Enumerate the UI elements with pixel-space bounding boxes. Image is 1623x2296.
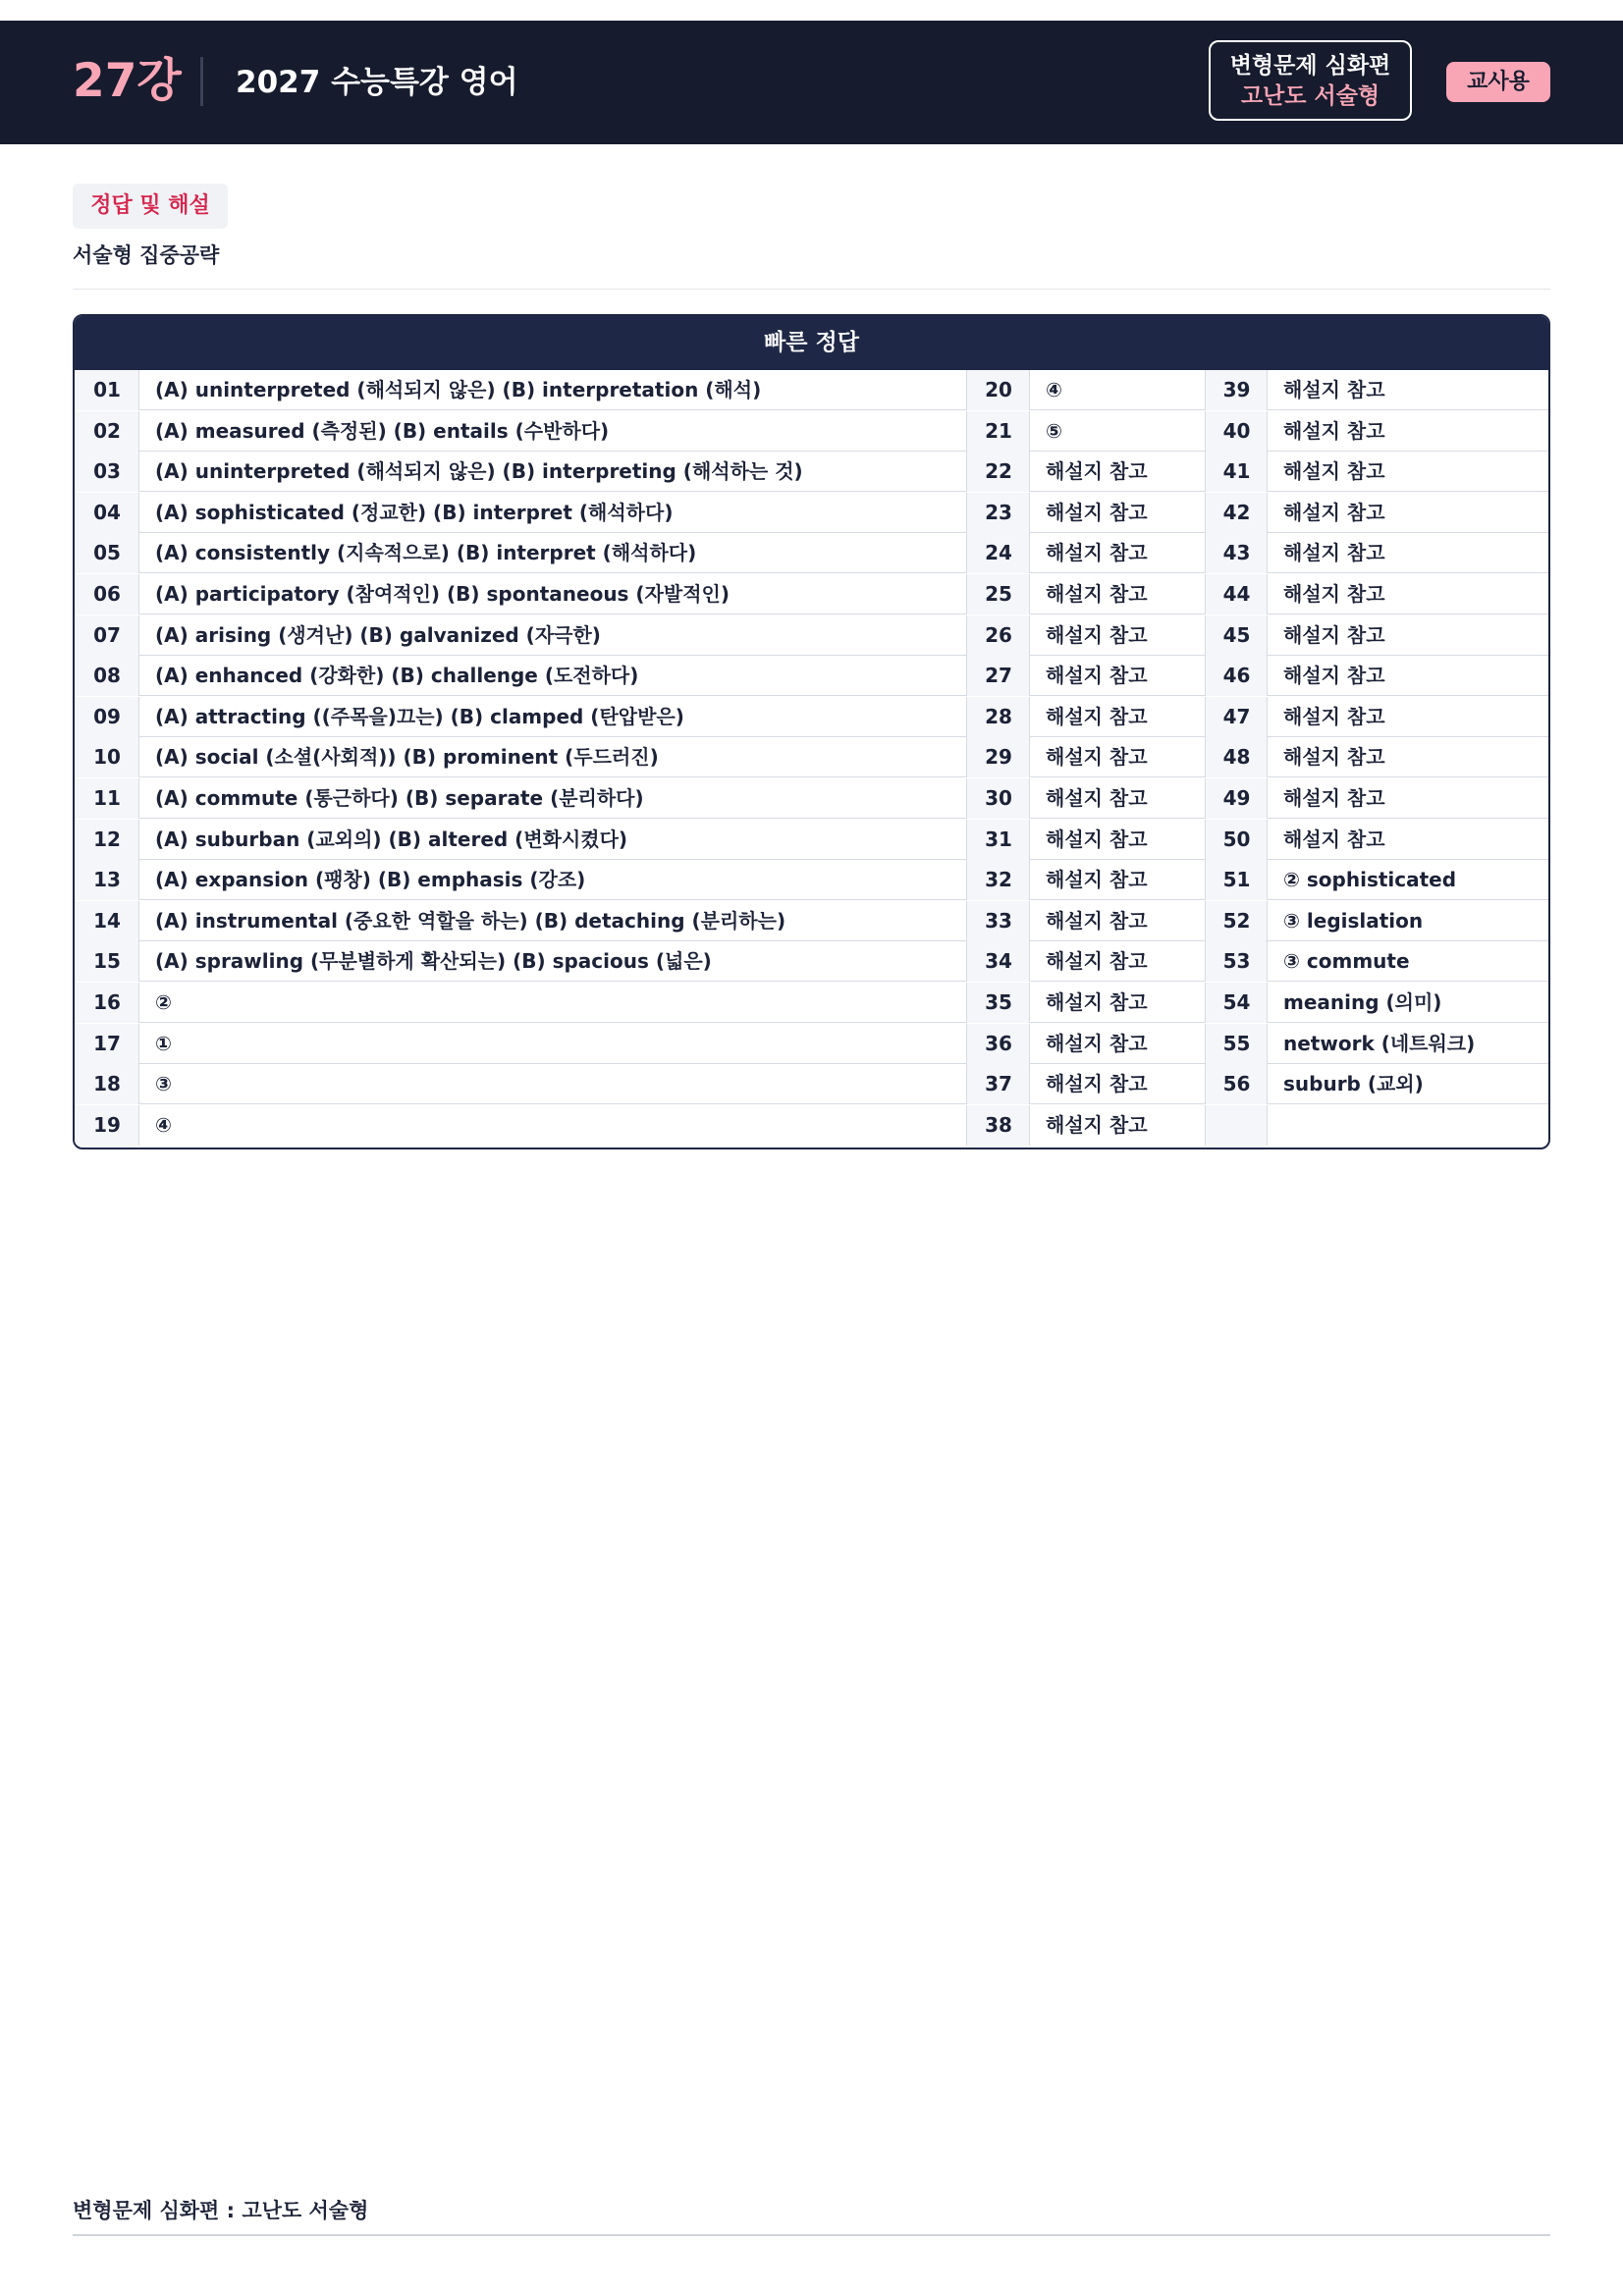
table-row xyxy=(75,778,1548,819)
answer-text: ④ xyxy=(1046,378,1062,401)
column-divider xyxy=(1267,983,1268,1023)
column-divider xyxy=(1029,983,1030,1023)
answer-text: (A) measured (측정된) (B) entails (수반하다) xyxy=(155,418,610,443)
question-number: 09 xyxy=(75,697,139,737)
answer-text: 해설지 참고 xyxy=(1283,541,1385,565)
answer-text: 해설지 참고 xyxy=(1283,582,1385,606)
table-row xyxy=(75,411,1548,452)
column-divider xyxy=(1029,901,1030,941)
answer-text: (A) attracting ((주목을)끄는) (B) clamped (탄압받은) xyxy=(155,704,684,728)
question-number: 42 xyxy=(1206,493,1268,533)
column-divider xyxy=(1267,452,1268,492)
column-divider xyxy=(138,411,139,452)
answer-text: 해설지 참고 xyxy=(1283,664,1385,688)
answer-text: 해설지 참고 xyxy=(1283,786,1385,810)
question-number: 56 xyxy=(1206,1064,1268,1104)
answer-text: 해설지 참고 xyxy=(1046,745,1148,770)
column-divider xyxy=(138,1105,139,1146)
column-divider xyxy=(138,452,139,492)
column-divider xyxy=(1267,778,1268,819)
question-number: 08 xyxy=(75,656,139,696)
column-divider xyxy=(1267,1024,1268,1064)
question-number: 43 xyxy=(1206,533,1268,573)
header-divider xyxy=(200,57,203,106)
question-number: 49 xyxy=(1206,778,1268,819)
answer-text: 해설지 참고 xyxy=(1046,908,1148,933)
answer-text: (A) consistently (지속적으로) (B) interpret (해석하다) xyxy=(155,541,697,565)
question-number: 02 xyxy=(75,411,139,452)
question-number: 36 xyxy=(967,1024,1030,1064)
question-number: 15 xyxy=(75,941,139,982)
column-divider xyxy=(1029,370,1030,410)
answer-text: (A) participatory (참여적인) (B) spontaneous (자발적인) xyxy=(155,582,730,606)
column-divider xyxy=(138,860,139,900)
answer-text: 해설지 참고 xyxy=(1046,949,1148,974)
column-divider xyxy=(1267,860,1268,900)
divider xyxy=(73,289,1550,290)
column-divider xyxy=(138,615,139,656)
answer-text: ⑤ xyxy=(1046,418,1062,443)
column-divider xyxy=(1267,697,1268,737)
footer-rule xyxy=(73,2234,1550,2236)
column-divider xyxy=(138,737,139,777)
answer-text: 해설지 참고 xyxy=(1283,378,1385,401)
column-divider xyxy=(1029,778,1030,819)
table-row xyxy=(75,1024,1548,1064)
answer-text: 해설지 참고 xyxy=(1283,500,1385,524)
question-number: 48 xyxy=(1206,737,1268,777)
answer-text: 해설지 참고 xyxy=(1283,745,1385,770)
column-divider xyxy=(138,656,139,696)
answer-text: 해설지 참고 xyxy=(1046,1031,1148,1055)
table-row xyxy=(75,697,1548,737)
course-title: 2027 수능특강 영어 xyxy=(236,65,518,100)
answer-text: 해설지 참고 xyxy=(1046,704,1148,728)
answer-text: (A) enhanced (강화한) (B) challenge (도전하다) xyxy=(155,664,639,688)
column-divider xyxy=(138,1064,139,1104)
column-divider xyxy=(138,574,139,614)
column-divider xyxy=(1267,901,1268,941)
edition-box xyxy=(1209,40,1412,121)
answer-text: 해설지 참고 xyxy=(1046,664,1148,688)
section-tag: 정답 및 해설 xyxy=(73,184,228,229)
question-number: 19 xyxy=(75,1105,139,1146)
table-row xyxy=(75,983,1548,1023)
question-number: 23 xyxy=(967,493,1030,533)
answer-text: (A) arising (생겨난) (B) galvanized (자극한) xyxy=(155,622,601,647)
table-row xyxy=(75,452,1548,492)
question-number xyxy=(1206,1105,1268,1146)
answer-text: 해설지 참고 xyxy=(1046,459,1148,484)
question-number: 45 xyxy=(1206,615,1268,656)
answer-text: 해설지 참고 xyxy=(1283,459,1385,484)
column-divider xyxy=(138,983,139,1023)
answer-text: ② xyxy=(155,990,172,1014)
column-divider xyxy=(1267,656,1268,696)
question-number: 46 xyxy=(1206,656,1268,696)
answer-text: ④ xyxy=(155,1112,172,1137)
table-row xyxy=(75,1105,1548,1146)
question-number: 21 xyxy=(967,411,1030,452)
table-row xyxy=(75,1064,1548,1104)
column-divider xyxy=(1029,860,1030,900)
question-number: 34 xyxy=(967,941,1030,982)
answer-text xyxy=(1268,1105,1548,1146)
question-number: 32 xyxy=(967,860,1030,900)
answer-table xyxy=(73,314,1550,1149)
question-number: 13 xyxy=(75,860,139,900)
column-divider xyxy=(1029,737,1030,777)
question-number: 07 xyxy=(75,615,139,656)
column-divider xyxy=(1029,493,1030,533)
table-row xyxy=(75,370,1548,410)
edition-subtitle: 고난도 서술형 xyxy=(1240,83,1380,109)
answer-text: (A) instrumental (중요한 역할을 하는) (B) detaching (분리하는) xyxy=(155,908,786,933)
answer-text: (A) uninterpreted (해석되지 않은) (B) interpretation (해석) xyxy=(155,378,762,401)
question-number: 47 xyxy=(1206,697,1268,737)
question-number: 05 xyxy=(75,533,139,573)
column-divider xyxy=(138,901,139,941)
table-row xyxy=(75,574,1548,614)
column-divider xyxy=(1267,370,1268,410)
question-number: 38 xyxy=(967,1105,1030,1146)
table-row xyxy=(75,493,1548,533)
question-number: 54 xyxy=(1206,983,1268,1023)
question-number: 55 xyxy=(1206,1024,1268,1064)
column-divider xyxy=(138,778,139,819)
column-divider xyxy=(1029,941,1030,982)
answer-text: 해설지 참고 xyxy=(1283,622,1385,647)
answer-text: 해설지 참고 xyxy=(1283,827,1385,851)
column-divider xyxy=(1267,1064,1268,1104)
column-divider xyxy=(1029,574,1030,614)
column-divider xyxy=(1029,656,1030,696)
answer-text: (A) suburban (교외의) (B) altered (변화시켰다) xyxy=(155,827,628,851)
column-divider xyxy=(1267,615,1268,656)
column-divider xyxy=(1029,615,1030,656)
question-number: 20 xyxy=(967,370,1030,410)
question-number: 16 xyxy=(75,983,139,1023)
column-divider xyxy=(1029,452,1030,492)
question-number: 44 xyxy=(1206,574,1268,614)
column-divider xyxy=(138,533,139,573)
table-row xyxy=(75,737,1548,777)
table-row xyxy=(75,656,1548,696)
question-number: 26 xyxy=(967,615,1030,656)
question-number: 14 xyxy=(75,901,139,941)
column-divider xyxy=(1029,1024,1030,1064)
question-number: 04 xyxy=(75,493,139,533)
question-number: 29 xyxy=(967,737,1030,777)
column-divider xyxy=(1029,1064,1030,1104)
answer-text: 해설지 참고 xyxy=(1283,418,1385,443)
column-divider xyxy=(1029,697,1030,737)
question-number: 40 xyxy=(1206,411,1268,452)
question-number: 11 xyxy=(75,778,139,819)
answer-text: ① xyxy=(155,1031,172,1055)
table-row xyxy=(75,533,1548,573)
column-divider xyxy=(138,820,139,860)
table-row xyxy=(75,820,1548,860)
column-divider xyxy=(138,697,139,737)
question-number: 53 xyxy=(1206,941,1268,982)
answer-text: 해설지 참고 xyxy=(1283,704,1385,728)
question-number: 37 xyxy=(967,1064,1030,1104)
column-divider xyxy=(1267,820,1268,860)
answer-text: ② sophisticated xyxy=(1283,868,1457,892)
answer-text: (A) sophisticated (정교한) (B) interpret (해석하다) xyxy=(155,500,674,524)
answer-text: meaning (의미) xyxy=(1283,990,1442,1014)
question-number: 41 xyxy=(1206,452,1268,492)
question-number: 39 xyxy=(1206,370,1268,410)
answer-text: (A) expansion (팽창) (B) emphasis (강조) xyxy=(155,868,586,892)
answer-text: 해설지 참고 xyxy=(1046,500,1148,524)
question-number: 24 xyxy=(967,533,1030,573)
question-number: 27 xyxy=(967,656,1030,696)
question-number: 35 xyxy=(967,983,1030,1023)
column-divider xyxy=(1267,533,1268,573)
question-number: 51 xyxy=(1206,860,1268,900)
question-number: 50 xyxy=(1206,820,1268,860)
table-row xyxy=(75,941,1548,982)
answer-text: 해설지 참고 xyxy=(1046,786,1148,810)
answer-text: ③ xyxy=(155,1072,172,1096)
teacher-badge: 교사용 xyxy=(1446,62,1550,102)
answer-text: ③ legislation xyxy=(1283,908,1424,933)
column-divider xyxy=(1029,533,1030,573)
question-number: 25 xyxy=(967,574,1030,614)
question-number: 28 xyxy=(967,697,1030,737)
footer-text: 변형문제 심화편 : 고난도 서술형 xyxy=(73,2199,369,2222)
question-number: 01 xyxy=(75,370,139,410)
question-number: 06 xyxy=(75,574,139,614)
column-divider xyxy=(1267,737,1268,777)
answer-text: 해설지 참고 xyxy=(1046,622,1148,647)
column-divider xyxy=(1267,411,1268,452)
lesson-number: 27강 xyxy=(73,54,182,108)
answer-text: (A) uninterpreted (해석되지 않은) (B) interpreting (해석하는 것) xyxy=(155,459,803,484)
answer-text: 해설지 참고 xyxy=(1046,868,1148,892)
section-subtitle: 서술형 집중공략 xyxy=(73,243,220,267)
question-number: 30 xyxy=(967,778,1030,819)
answer-text: (A) commute (통근하다) (B) separate (분리하다) xyxy=(155,786,644,810)
column-divider xyxy=(138,941,139,982)
column-divider xyxy=(1267,574,1268,614)
column-divider xyxy=(1267,941,1268,982)
answer-text: network (네트워크) xyxy=(1283,1031,1476,1055)
column-divider xyxy=(1267,1105,1268,1146)
column-divider xyxy=(138,493,139,533)
column-divider xyxy=(138,370,139,410)
answer-text: 해설지 참고 xyxy=(1046,1072,1148,1096)
column-divider xyxy=(1267,493,1268,533)
question-number: 33 xyxy=(967,901,1030,941)
answer-text: ③ commute xyxy=(1283,949,1410,974)
answer-text: 해설지 참고 xyxy=(1046,1112,1148,1137)
question-number: 31 xyxy=(967,820,1030,860)
table-row xyxy=(75,901,1548,941)
answer-text: 해설지 참고 xyxy=(1046,541,1148,565)
edition-title: 변형문제 심화편 xyxy=(1229,53,1391,79)
question-number: 03 xyxy=(75,452,139,492)
question-number: 17 xyxy=(75,1024,139,1064)
question-number: 22 xyxy=(967,452,1030,492)
answer-text: 해설지 참고 xyxy=(1046,827,1148,851)
column-divider xyxy=(1029,1105,1030,1146)
question-number: 52 xyxy=(1206,901,1268,941)
answer-text: 해설지 참고 xyxy=(1046,582,1148,606)
table-row xyxy=(75,615,1548,656)
answer-text: 해설지 참고 xyxy=(1046,990,1148,1014)
answer-text: (A) social (소셜(사회적)) (B) prominent (두드러진) xyxy=(155,745,659,770)
question-number: 12 xyxy=(75,820,139,860)
question-number: 10 xyxy=(75,737,139,777)
column-divider xyxy=(1029,820,1030,860)
column-divider xyxy=(1029,411,1030,452)
answer-text: suburb (교외) xyxy=(1283,1072,1424,1096)
table-title: 빠른 정답 xyxy=(75,316,1548,370)
table-row xyxy=(75,860,1548,900)
answer-text: (A) sprawling (무분별하게 확산되는) (B) spacious (넓은) xyxy=(155,949,712,974)
question-number: 18 xyxy=(75,1064,139,1104)
column-divider xyxy=(138,1024,139,1064)
page-header xyxy=(0,21,1623,144)
